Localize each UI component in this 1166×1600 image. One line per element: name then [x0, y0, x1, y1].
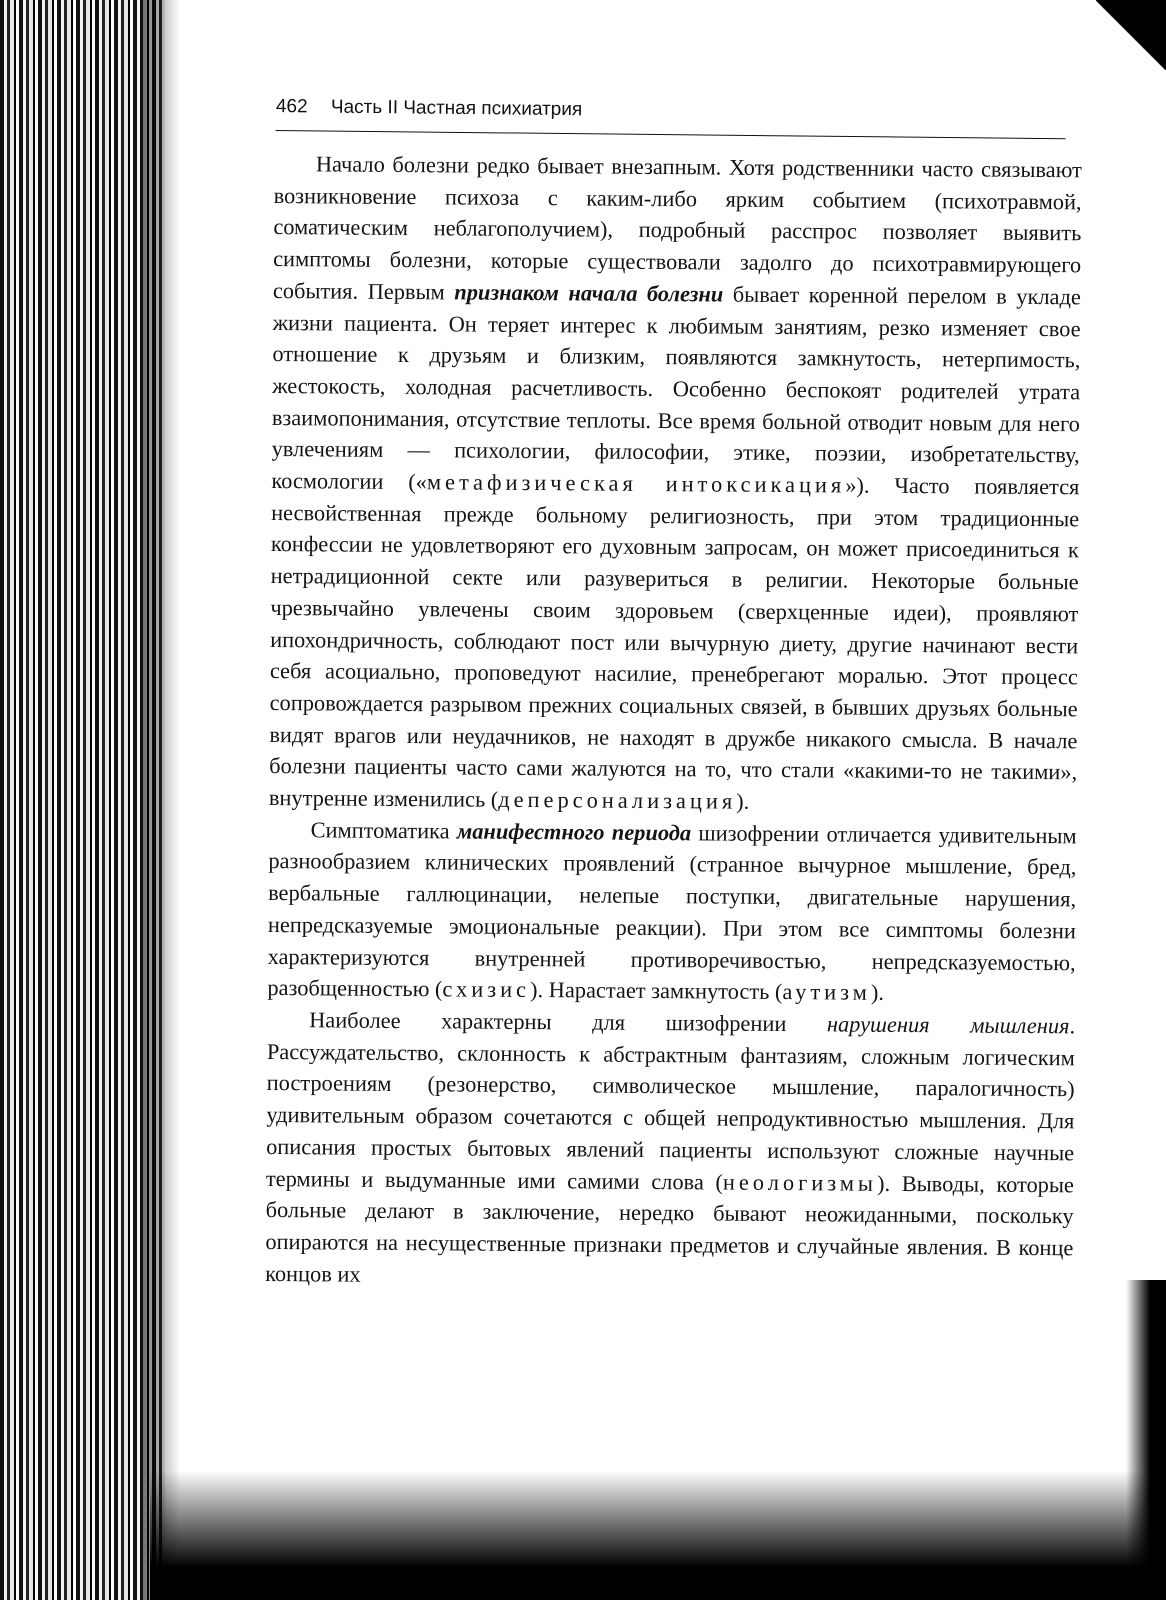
spaced-term: неологизмы [722, 1169, 878, 1196]
emphasis-bold-italic: признаком начала болезни [454, 279, 724, 307]
text-segment: . Рассуждательство, склонность к абстрактным фантазиям, сложным логическим построениям (резонерство, символическое мышление, паралогичность) удивительным образом сочетаются с общей непродуктивностью мышления. Для описания простых бытовых явлений пациенты используют сложные научные термины и выдуманные ими самими слова ( [265, 1013, 1076, 1195]
paragraph [265, 1004, 1075, 1296]
text-segment: Симптоматика [310, 817, 458, 844]
text-segment: ). [736, 788, 750, 814]
text-segment: Начало болезни редко бывает внезапным. Хотя родственники часто связывают возникновение психоза с каким-либо ярким событием (психотравмой, соматическим неблагополучием), подробный расспрос позволяет выявить симптомы болезни, которые существовали задолго до психотравмирующего события. Первым [272, 151, 1082, 305]
text-segment: ). [870, 979, 885, 1006]
emphasis-italic: нарушения мышления [826, 1011, 1070, 1039]
text-segment: »). Часто появляется несвойственная прежде больному религиозность, при этом традиционные конфессии не удовлетворяют его духовным запросам, он может присоединиться к нетрадиционной секте или разувериться в религии. Некоторые больные чрезвычайно увлечены своим здоровьем (сверхценные идеи), проявляют ипохондричность, соблюдают пост или вычурную диету, другие начинают вести себя асоциально, проповедуют насилие, пренебрегают моралью. Этот процесс сопровождается разрывом прежних социальных связей, в бывших друзьях больные видят врагов или неудачников, не находят в дружбе никакого смысла. В начале болезни пациенты часто сами жалуются на то, что стали «какими-то не такими», внутренне изменились ( [268, 472, 1080, 812]
text-segment: ). Выводы, которые больные делают в заключение, нередко бывают неожиданными, поскольку опираются на несущественные признаки предметов и случайные явления. В конце концов их [265, 1170, 1074, 1287]
spaced-term: схизис [442, 976, 531, 1003]
binding-shadow [140, 0, 180, 1600]
running-head: Часть II Частная психиатрия [330, 96, 583, 121]
spaced-term: деперсонализация [498, 786, 737, 814]
text-segment: ). Нарастает замкнутость ( [529, 977, 783, 1005]
text-segment: Наиболее характерны для шизофрении [309, 1007, 828, 1037]
dark-bottom-edge [150, 1470, 1166, 1600]
body-text [265, 148, 1082, 1296]
emphasis-bold-italic: манифестного периода [456, 818, 692, 846]
spaced-term: аутизм [782, 979, 871, 1005]
page-number: 462 [275, 96, 308, 118]
text-segment: бывает коренной перелом в укладе жизни пациента. Он теряет интерес к любимым занятиям, резко изменяет свое отношение к друзьям и близким, появляются замкнутость, нетерпимость, жестокость, холодная расчетливость. Особенно беспокоят родителей утрата взаимопонимания, отсутствие теплоты. Все время больной отводит новым для него увлечениям — психологии, философии, этике, поэзии, изобретательству, космологии (« [271, 281, 1081, 495]
dark-corner [1096, 0, 1166, 70]
paragraph [267, 814, 1076, 1011]
spaced-term: метафизическая интоксикация [426, 469, 846, 498]
text-segment: шизофрении отличается удивительным разнообразием клинических проявлений (странное вычурное мышление, бред, вербальные галлюцинации, нелепые поступки, двигательные нарушения, непредсказуемые эмоциональные реакции). При этом все симптомы болезни характеризуются внутренней противоречивостью, непредсказуемостью, разобщенностью ( [267, 820, 1077, 1002]
page-header [276, 96, 1066, 139]
paragraph [269, 148, 1082, 820]
